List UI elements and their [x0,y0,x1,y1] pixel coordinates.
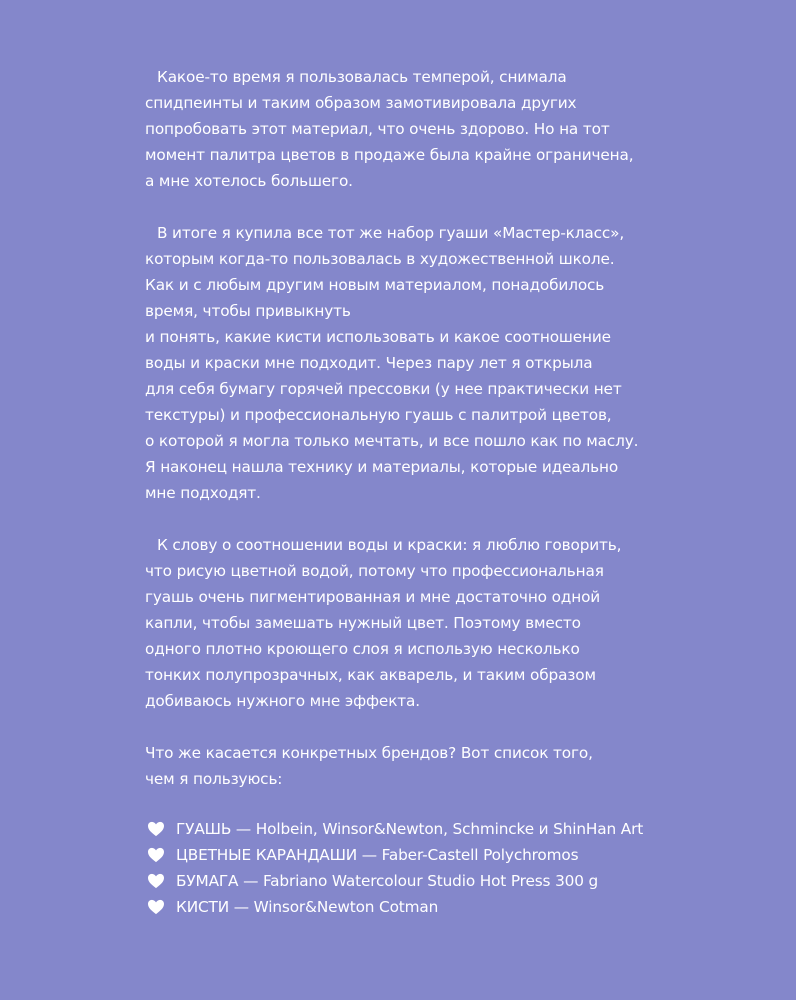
text-line: тонких полупрозрачных, как акварель, и таким образом [145,666,596,684]
text-line: для себя бумагу горячей прессовки (у нее практически нет [145,380,622,398]
list-item-text: ЦВЕТНЫЕ КАРАНДАШИ — Faber-Castell Polychromos [176,846,579,864]
text-line: Что же касается конкретных брендов? Вот список того, [145,744,593,762]
text-line: а мне хотелось большего. [145,172,353,190]
heart-icon [147,847,165,863]
heart-icon [147,899,165,915]
text-line: о которой я могла только мечтать, и все пошло как по маслу. [145,432,639,450]
paragraph-3 [145,532,705,714]
text-line: В итоге я купила все тот же набор гуаши «Мастер-класс», [157,224,625,242]
text-line: капли, чтобы замешать нужный цвет. Поэтому вместо [145,614,581,632]
text-line: мне подходят. [145,484,261,502]
text-line: время, чтобы привыкнуть [145,302,351,320]
text-line: одного плотно кроющего слоя я использую несколько [145,640,580,658]
list-item-text: КИСТИ — Winsor&Newton Cotman [176,898,439,916]
text-line: Как и с любым другим новым материалом, понадобилось [145,276,605,294]
text-line: попробовать этот материал, что очень здорово. Но на тот [145,120,610,138]
paragraph-2 [145,220,705,506]
text-line: Я наконец нашла технику и материалы, которые идеально [145,458,619,476]
list-item-text: БУМАГА — Fabriano Watercolour Studio Hot Press 300 g [176,872,599,890]
list-item [145,816,705,842]
text-line: что рисую цветной водой, потому что профессиональная [145,562,604,580]
text-line: которым когда-то пользовалась в художественной школе. [145,250,615,268]
text-line: воды и краски мне подходит. Через пару лет я открыла [145,354,593,372]
text-line: чем я пользуюсь: [145,770,283,788]
materials-list [145,816,705,920]
text-line: Какое-то время я пользовалась темперой, снимала [157,68,567,86]
list-item [145,894,705,920]
text-line: добиваюсь нужного мне эффекта. [145,692,420,710]
paragraph-4 [145,740,705,792]
text-line: текстуры) и профессиональную гуашь с палитрой цветов, [145,406,612,424]
heart-icon [147,873,165,889]
list-item-text: ГУАШЬ — Holbein, Winsor&Newton, Schmincke и ShinHan Art [176,820,644,838]
text-line: гуашь очень пигментированная и мне достаточно одной [145,588,601,606]
heart-icon [147,821,165,837]
text-line: К слову о соотношении воды и краски: я люблю говорить, [157,536,622,554]
text-line: момент палитра цветов в продаже была крайне ограничена, [145,146,634,164]
text-line: спидпеинты и таким образом замотивировала других [145,94,577,112]
list-item [145,842,705,868]
list-item [145,868,705,894]
text-line: и понять, какие кисти использовать и какое соотношение [145,328,611,346]
paragraph-1 [145,64,705,194]
